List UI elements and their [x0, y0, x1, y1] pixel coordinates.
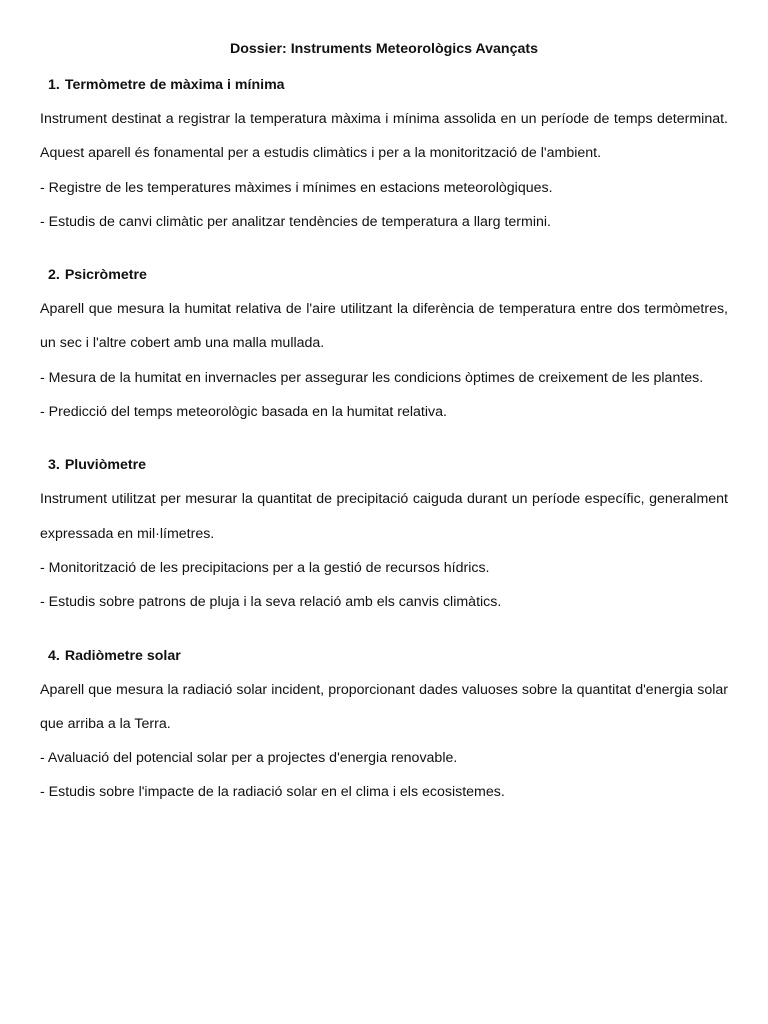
section-description: Instrument utilitzat per mesurar la quantitat de precipitació caiguda durant un període específic, generalment expressada en mil·límetres. [40, 491, 728, 542]
section-description: Aparell que mesura la radiació solar incident, proporcionant dades valuoses sobre la quantitat d'energia solar que arriba a la Terra. [40, 681, 728, 732]
section-title: Psicròmetre [64, 267, 147, 284]
bullet-item: - Mesura de la humitat en invernacles per assegurar les condicions òptimes de creixement de les plantes. [40, 369, 704, 386]
bullet-item: - Avaluació del potencial solar per a projectes d'energia renovable. [40, 750, 458, 767]
bullet-item: - Registre de les temperatures màximes i mínimes en estacions meteorològiques. [40, 179, 553, 196]
section-number: 2. [48, 267, 60, 284]
bullet-item: - Monitorització de les precipitacions per a la gestió de recursos hídrics. [40, 559, 490, 576]
section-rain-gauge [40, 454, 728, 619]
section-description: Instrument destinat a registrar la temperatura màxima i mínima assolida en un període de temps determinat. Aquest aparell és fonamental per a estudis climàtics i per a la monitorització de l'ambient. [40, 111, 728, 162]
document-page [40, 38, 728, 810]
section-title: Termòmetre de màxima i mínima [64, 77, 285, 93]
section-psychrometer [40, 264, 728, 429]
section-heading [40, 264, 728, 286]
section-heading [40, 454, 728, 476]
section-description: Aparell que mesura la humitat relativa de l'aire utilitzant la diferència de temperatura entre dos termòmetres, un sec i l'altre cobert amb una malla mullada. [40, 301, 728, 352]
section-heading [40, 645, 728, 667]
section-thermometer [40, 74, 728, 239]
bullet-item: - Estudis sobre patrons de pluja i la seva relació amb els canvis climàtics. [40, 594, 502, 611]
section-spacer [40, 620, 728, 645]
section-title: Radiòmetre solar [64, 647, 181, 664]
section-number: 3. [48, 457, 60, 474]
section-spacer [40, 239, 728, 264]
bullet-item: - Predicció del temps meteorològic basada en la humitat relativa. [40, 404, 447, 421]
document-title: Dossier: Instruments Meteorològics Avançats [229, 41, 538, 57]
section-number: 1. [48, 77, 60, 93]
bullet-item: - Estudis sobre l'impacte de la radiació solar en el clima i els ecosistemes. [40, 784, 505, 801]
bullet-item: - Estudis de canvi climàtic per analitzar tendències de temperatura a llarg termini. [40, 213, 551, 230]
section-heading [40, 74, 728, 96]
section-solar-radiometer [40, 645, 728, 810]
section-number: 4. [48, 647, 60, 664]
section-spacer [40, 429, 728, 454]
section-title: Pluviòmetre [64, 457, 147, 474]
